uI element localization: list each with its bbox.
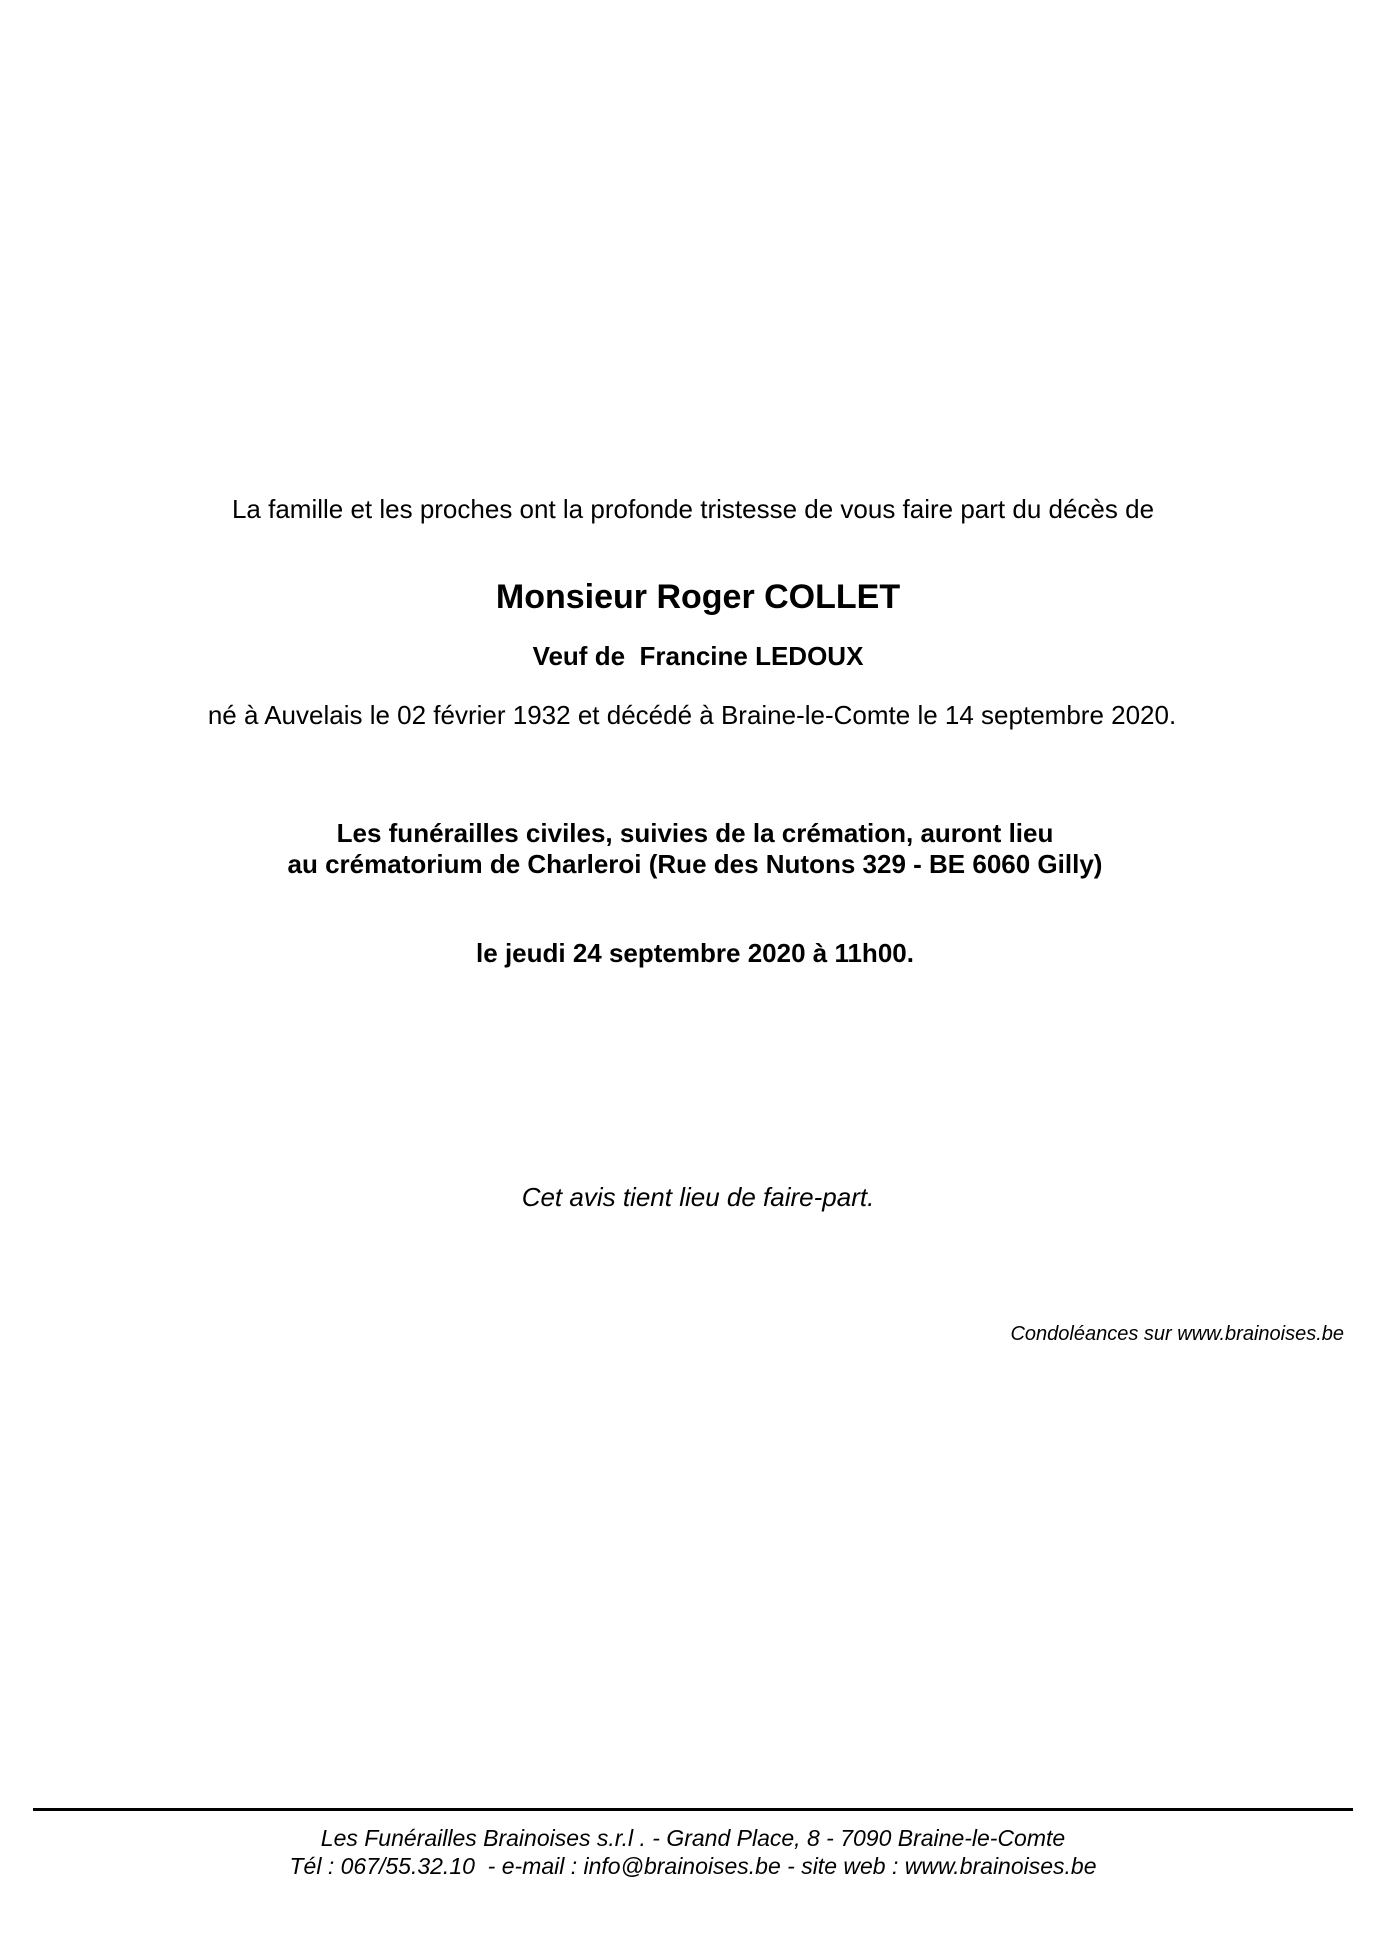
footer-company-line: Les Funérailles Brainoises s.r.l . - Grand Place, 8 - 7090 Braine-le-Comte [320, 1825, 1066, 1851]
condolences-link-text: Condoléances sur www.brainoises.be [1010, 1323, 1344, 1345]
footer-divider [33, 1808, 1353, 1811]
funeral-details-line-1: Les funérailles civiles, suivies de la crémation, auront lieu [336, 818, 1054, 848]
funeral-date: le jeudi 24 septembre 2020 à 11h00. [476, 938, 914, 968]
footer-contact-line: Tél : 067/55.32.10 - e-mail : info@brainoises.be - site web : www.brainoises.be [289, 1853, 1097, 1879]
intro-text: La famille et les proches ont la profonde tristesse de vous faire part du décès de [231, 494, 1155, 524]
birth-death-text: né à Auvelais le 02 février 1932 et décédé à Braine-le-Comte le 14 septembre 2020. [207, 700, 1177, 730]
funeral-details-line-2: au crématorium de Charleroi (Rue des Nutons 329 - BE 6060 Gilly) [287, 849, 1103, 879]
notice-statement: Cet avis tient lieu de faire-part. [521, 1182, 875, 1212]
widow-of-text: Veuf de Francine LEDOUX [532, 641, 864, 671]
deceased-name: Monsieur Roger COLLET [495, 578, 901, 616]
